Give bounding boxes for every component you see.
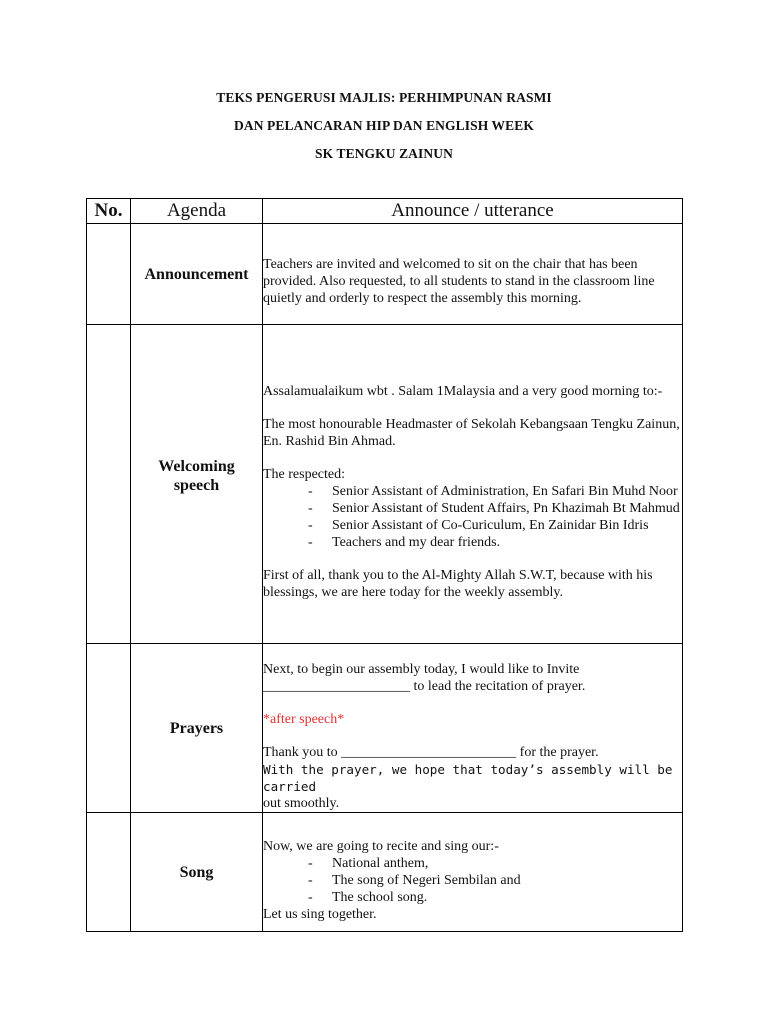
agenda-welcoming-line2: speech <box>173 477 220 494</box>
respected-text: The respected: <box>263 466 346 482</box>
respected-list <box>263 483 682 551</box>
invite-text-2: _____________________ to lead the recitation of prayer. <box>263 679 586 694</box>
list-item: - The song of Negeri Sembilan and <box>308 873 521 888</box>
after-speech-note: *after speech* <box>263 712 345 727</box>
agenda-announcement: Announcement <box>131 224 263 325</box>
agenda-welcoming-line1: Welcoming <box>158 458 235 475</box>
song-list <box>263 855 682 906</box>
header-agenda: Agenda <box>131 199 263 224</box>
row-number-cell <box>87 813 131 932</box>
agenda-prayers: Prayers <box>131 644 263 813</box>
list-item: - The school song. <box>308 890 428 905</box>
header-no: No. <box>87 199 131 224</box>
header-announce: Announce / utterance <box>263 199 683 224</box>
hope-text-2: out smoothly. <box>263 796 340 811</box>
table-row-prayers <box>87 644 683 813</box>
row-number-cell <box>87 224 131 325</box>
closing-text: First of all, thank you to the Al-Mighty Allah S.W.T, because with his blessings, we are here today for the weekly assembly. <box>263 567 653 600</box>
row-number-cell <box>87 644 131 813</box>
agenda-song: Song <box>131 813 263 932</box>
song-cell <box>263 813 683 932</box>
welcoming-cell <box>263 325 683 644</box>
list-item: - Senior Assistant of Administration, En Safari Bin Muhd Noor <box>308 483 678 499</box>
title-line-2: DAN PELANCARAN HIP DAN ENGLISH WEEK <box>234 118 534 133</box>
hope-text-1: With the prayer, we hope that today’s assembly will be carried <box>263 762 673 794</box>
greeting-text: Assalamualaikum wbt . Salam 1Malaysia and a very good morning to:- <box>263 383 663 399</box>
table-header-row <box>87 199 683 224</box>
list-item: - Senior Assistant of Co-Curiculum, En Zainidar Bin Idris <box>308 517 649 533</box>
thanks-text: Thank you to _________________________ for the prayer. <box>263 745 599 760</box>
title-line-1: TEKS PENGERUSI MAJLIS: PERHIMPUNAN RASMI <box>216 90 552 105</box>
headmaster-text: The most honourable Headmaster of Sekolah Kebangsaan Tengku Zainun, En. Rashid Bin Ahmad. <box>263 416 680 449</box>
agenda-table <box>86 198 683 932</box>
announcement-text: Teachers are invited and welcomed to sit on the chair that has been provided. Also requested, to all students to stand in the classroom line quietly and orderly to respect the assembly this morning. <box>263 256 655 306</box>
table-row-announcement <box>87 224 683 325</box>
agenda-welcoming <box>131 325 263 644</box>
list-item: - National anthem, <box>308 856 429 871</box>
announce-cell <box>263 224 683 325</box>
invite-text-1: Next, to begin our assembly today, I would like to Invite <box>263 662 580 677</box>
prayers-cell <box>263 644 683 813</box>
list-item: - Senior Assistant of Student Affairs, Pn Khazimah Bt Mahmud <box>308 500 680 516</box>
table-row-welcoming <box>87 325 683 644</box>
list-item: - Teachers and my dear friends. <box>308 534 501 550</box>
row-number-cell <box>87 325 131 644</box>
song-intro: Now, we are going to recite and sing our:- <box>263 839 499 854</box>
song-outro: Let us sing together. <box>263 907 377 922</box>
title-line-3: SK TENGKU ZAINUN <box>315 146 453 161</box>
table-row-song <box>87 813 683 932</box>
